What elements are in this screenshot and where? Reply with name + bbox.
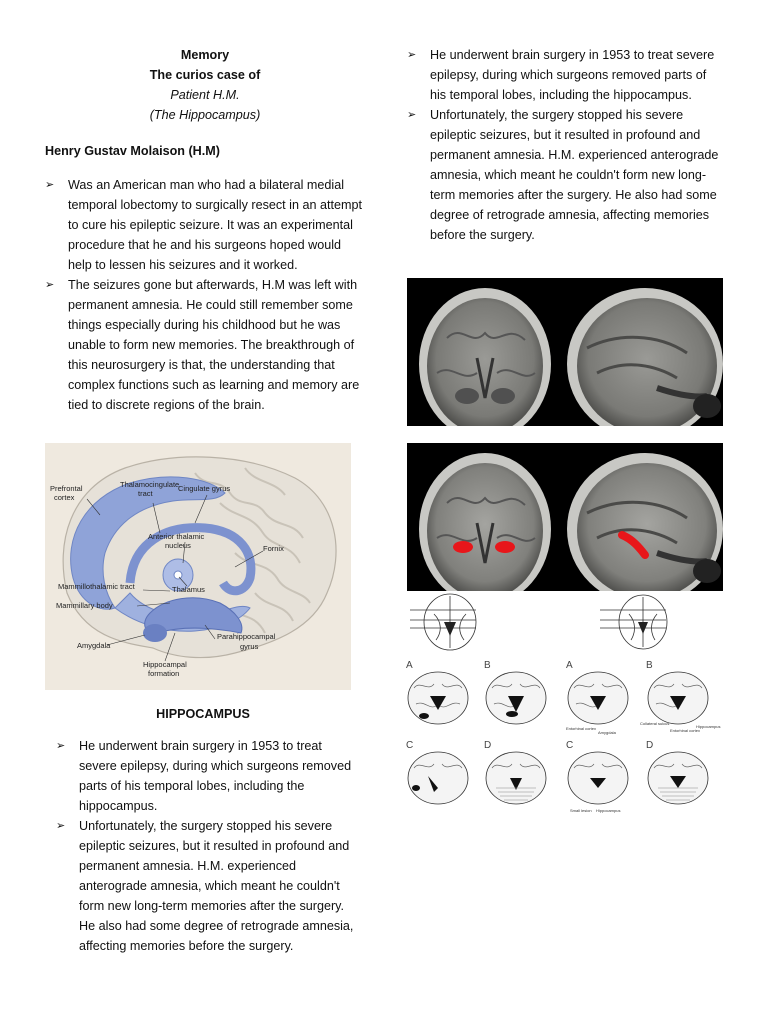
label-mammillary-body: Mammillary body — [56, 601, 113, 610]
label-thalamus: Thalamus — [172, 585, 205, 594]
label-formation: formation — [148, 669, 180, 678]
label-parahippocampal: Parahippocampal — [217, 632, 276, 641]
list-item — [45, 275, 365, 415]
title-hippocampus: (The Hippocampus) — [149, 108, 261, 122]
list-item — [45, 175, 365, 275]
section-label-collateral-sulcus: Collateral sulcus — [640, 721, 670, 726]
arrow-bullet-icon: ➢ — [407, 49, 417, 61]
section-label-entorhinal-cortex: Entorhinal cortex — [566, 726, 597, 731]
label-nucleus: nucleus — [165, 541, 191, 550]
subject-heading: Henry Gustav Molaison (H.M) — [45, 144, 220, 158]
section-letter-b2: B — [646, 660, 653, 671]
lesion-right-hippocampus — [495, 541, 515, 553]
section-letter-d2: D — [646, 740, 654, 751]
list-item — [407, 45, 723, 105]
lesion-left-hippocampus — [453, 541, 473, 553]
arrow-bullet-icon: ➢ — [56, 740, 66, 752]
title-curious-case: The curios case of — [149, 68, 261, 82]
label-mammillothalamic: Mammillothalamic tract — [58, 582, 135, 591]
mri-scan-top — [407, 278, 723, 426]
brain-diagram-svg — [45, 443, 351, 690]
section-letter-c2: C — [566, 740, 574, 751]
brain-section-illustrations — [400, 592, 730, 822]
label-thalamocingulate: Thalamocingulate — [120, 480, 180, 489]
section-letter-a2: A — [566, 660, 573, 671]
label-tract: tract — [138, 489, 153, 498]
label-fornix: Fornix — [263, 544, 284, 553]
mri-scan-top-svg — [407, 278, 723, 426]
section-label-hippocampus-2: Hippocampus — [596, 808, 621, 813]
bullet-text: The seizures gone but afterwards, H.M was left with permanent amnesia. He could still remember some things especially during his childhood but he was unable to form new memories. The breakthrough of this neurosurgery is that, the understanding that complex functions such as learning and memory are tied to discrete regions of the brain. — [68, 278, 360, 412]
label-cortex: cortex — [54, 493, 75, 502]
left-column — [45, 45, 365, 415]
label-amygdala: Amygdala — [77, 641, 111, 650]
arrow-bullet-icon: ➢ — [56, 820, 66, 832]
title-block — [45, 45, 365, 125]
list-item — [56, 736, 361, 816]
limbic-system-diagram — [45, 443, 351, 690]
title-patient: Patient H.M. — [170, 88, 240, 102]
bullet-text: Unfortunately, the surgery stopped his severe epileptic seizures, but it resulted in profound and permanent amnesia. H.M. experienced anterograde amnesia, which meant he couldn't form new long-term memories after the surgery. He also had some degree of retrograde amnesia, affecting memories before the surgery. — [79, 819, 354, 953]
section-label-hippocampus: Hippocampus — [696, 724, 721, 729]
section-letter-a: A — [406, 660, 413, 671]
mri-scan-lesion — [407, 443, 723, 591]
list-item — [56, 816, 361, 956]
list-item — [407, 105, 723, 245]
right-bullet-list — [407, 45, 723, 245]
label-cingulate-gyrus: Cingulate gyrus — [178, 484, 231, 493]
bullet-text: Was an American man who had a bilateral medial temporal lobectomy to surgically resect in an attempt to cure his epileptic seizure. It was an experimental procedure that he and his surgeons hoped would help to lessen his seizures and it worked. — [68, 178, 362, 272]
right-column — [407, 45, 723, 245]
label-hippocampal: Hippocampal — [143, 660, 187, 669]
bullet-text: He underwent brain surgery in 1953 to treat severe epilepsy, during which surgeons removed parts of his temporal lobes, including the hippocampus. — [79, 739, 352, 813]
bullet-text: He underwent brain surgery in 1953 to treat severe epilepsy, during which surgeons removed parts of his temporal lobes, including the hippocampus. — [430, 48, 715, 102]
label-gyrus: gyrus — [240, 642, 259, 651]
sections-svg — [400, 592, 730, 822]
arrow-bullet-icon: ➢ — [45, 179, 55, 191]
section-letter-b: B — [484, 660, 491, 671]
section-label-entorhinal-cortex-2: Entorhinal cortex — [670, 728, 701, 733]
title-memory: Memory — [180, 48, 230, 62]
section-label-small-lesion: Small lesion — [570, 808, 592, 813]
bullet-text: Unfortunately, the surgery stopped his severe epileptic seizures, but it resulted in profound and permanent amnesia. H.M. experienced anterograde amnesia, which meant he couldn't form new long-term memories after the surgery. He also had some degree of retrograde amnesia, affecting memories before the surgery. — [430, 108, 719, 242]
bottom-bullet-list — [56, 736, 361, 956]
arrow-bullet-icon: ➢ — [407, 109, 417, 121]
hippocampus-heading: HIPPOCAMPUS — [156, 707, 250, 721]
mri-scan-lesion-svg — [407, 443, 723, 591]
left-bullet-list — [45, 175, 365, 415]
label-prefrontal: Prefrontal — [50, 484, 83, 493]
label-anterior-thalamic: Anterior thalamic — [148, 532, 205, 541]
arrow-bullet-icon: ➢ — [45, 279, 55, 291]
bottom-column — [56, 736, 361, 956]
section-letter-d: D — [484, 740, 492, 751]
section-letter-c: C — [406, 740, 414, 751]
section-label-amygdala: Amygdala — [598, 730, 616, 735]
